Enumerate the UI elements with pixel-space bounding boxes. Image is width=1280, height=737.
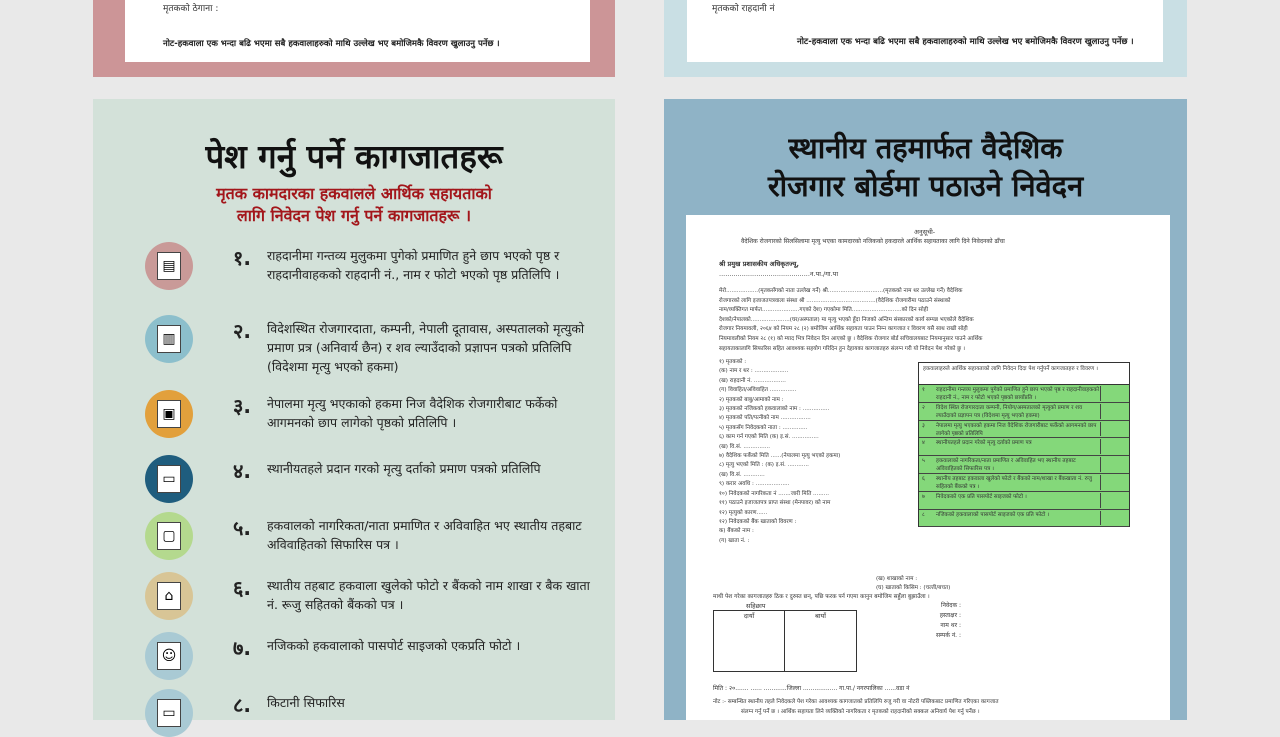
row-number: ६ <box>922 475 925 482</box>
field: ३) मृतकको नजिकको हकवालाको नाम : ............... <box>719 406 830 413</box>
row-number: ८ <box>922 511 925 518</box>
note-text: नोट-हकवाला एक भन्दा बढि भएमा सबै हकवालाहरुको माथि उल्लेख भए बमोजिमकै विवरण खुलाउनु पर्नेछ । <box>797 37 1134 47</box>
top-left-card <box>93 0 615 77</box>
item-number: ५. <box>233 516 251 540</box>
item-text: स्थातीय तहबाट हकवाला खुलेको फोटो र बैंकको नाम शाखा र बैक खाता नं. रूजु सहितको बैंकको पत्र । <box>267 578 590 612</box>
field: (ख) वि.सं. ............ <box>719 471 765 478</box>
partial-line: मृतकको ठेगाना : <box>163 4 219 14</box>
table-row <box>919 385 1129 403</box>
title-line: रोजगार बोर्डमा पठाउने निवेदन <box>767 169 1084 203</box>
table-header: हकवालाहरुले आर्थिक सहायताको लागि निवेदन दिदा पेश गर्नुपर्ने कागजातहरु र विवरण । <box>919 363 1129 385</box>
row-text: निवेदकको एक प्रति पासपोर्ट साइजको फोटो । <box>936 493 1101 508</box>
table-row <box>919 510 1129 528</box>
field: ४) मृतकको पति/पत्नीको नाम ................. <box>719 415 811 422</box>
row-number: ३ <box>922 422 925 429</box>
field: (ख) वि.सं. ............... <box>719 443 771 450</box>
applicant-field: हस्ताक्षर : <box>939 612 961 619</box>
partial-line: मृतकको राहदानी नं <box>712 4 775 14</box>
row-number: २ <box>922 404 925 411</box>
item-text: हकवालको नागरिकता/नाता प्रमाणित र अविवाहित भए स्थातीय तहबाट अविवाहितको सिफारिस पत्र । <box>267 518 582 552</box>
field: (ग) खाता नं. : <box>719 537 750 544</box>
document-icon: ▭ <box>145 689 193 737</box>
left-thumb-label: बायाँ <box>815 612 826 620</box>
applicant-field: नाम थर : <box>940 622 961 629</box>
subtitle-line: मृतक कामदारका हकवालले आर्थिक सहायताको <box>216 184 492 203</box>
panel-title: पेश गर्नु पर्ने कागजातहरू <box>205 137 503 176</box>
item-text: राहदानीमा गन्तव्य मुलुकमा पुगेको प्रमाणित हुने छाप भएको पृष्ठ र राहदानीवाहकको राहदानी नं., नाम र फोटो भएको पृष्ठ प्रतिलिपि । <box>267 248 560 282</box>
row-text: स्थानीयतहले प्रदान गरेको मृत्यु दर्ताको प्रमाण पत्र <box>936 439 1101 454</box>
field: (ग) विवाहित/अविवाहित ............... <box>719 387 797 394</box>
body-line: मेरो..................(मृतकसँगको नाता उल्लेख गर्ने) श्री...............................(मृतकको नाम थर उल्लेख गर्ने) वैदेशिक <box>719 288 963 294</box>
stamped-document-icon: ▣ <box>145 390 193 438</box>
row-number: ५ <box>922 458 925 465</box>
bank-building-icon: ⌂ <box>145 572 193 620</box>
annex-label: अनुसूची- <box>914 228 936 236</box>
documents-panel <box>93 99 615 720</box>
form-excerpt <box>125 0 590 62</box>
item-number: ८. <box>233 693 251 717</box>
field: ५) मृतकसँग निवेदकको नाता : .............. <box>719 424 808 431</box>
declaration: माथी पेश गरेका कागजातहरु ठिक र दुरुस्त छन्, पछि फरक पर्न गएमा कानुन बमोजिम सहुँला बुझाउँला । <box>713 594 930 600</box>
passport-photo-icon: ☺ <box>145 632 193 680</box>
form-excerpt <box>687 0 1163 62</box>
applicant-field: निवेदक : <box>941 602 961 609</box>
application-form <box>686 215 1170 720</box>
thumbprint-box <box>713 610 857 672</box>
field: १) मृतकको : <box>719 359 747 365</box>
row-number: १ <box>922 387 925 393</box>
row-text: हकवालाको नागरिकता/नाता प्रमाणित र अविवाहित भए स्थानीय तहबाट अविवाहितको सिफारिस पत्र । <box>936 457 1101 472</box>
field: २) मृतकको बाबु/आमाको नाम : <box>719 396 784 403</box>
item-text: नजिकको हकवालाको पासपोर्ट साइजको एकप्रति फोटो । <box>267 638 521 653</box>
item-number: ६. <box>233 576 251 600</box>
field: ७) वैदेशिक फर्केको मिति ......(नेपालमा मृत्यु भएको हकमा) <box>719 453 841 460</box>
footnote: संलग्न गर्नु पर्ने छ । आर्थिक सहायता लिने व्यक्तिको नागरिकता र मृतकको राहदानीको सक्कल अनिवार्य पेश गर्नु पर्नेछ । <box>741 709 980 715</box>
field: क) बैंकको नाम : <box>719 528 754 535</box>
top-right-card <box>664 0 1187 77</box>
table-row <box>919 403 1129 421</box>
item-text: स्थानीयतहले प्रदान गरको मृत्यु दर्ताको प्रमाण पत्रको प्रतिलिपि <box>267 461 541 476</box>
field: (क) नाम र थर : ................... <box>719 368 789 375</box>
row-text: विदेश स्थित रोजगारदाता कम्पनी, नियोग/अस्पतालको मृत्युको प्रमाण र शव ल्याउँदाको प्रज्ञापन पत्र (विदेशमा मृत्यु भएको हकमा) <box>936 404 1101 419</box>
applicant-field: सम्पर्क नं. : <box>935 632 961 639</box>
body-line: नियमावलीको नियम २८ (१) को म्याद भित्र निवेदन दिन आएको छु । वैदेशिक रोजगार बोर्ड सचिवालयबाट नियमानुसार पाउने आर्थिक <box>719 335 983 342</box>
item-number: २. <box>233 319 251 343</box>
death-certificate-icon: ▥ <box>145 315 193 363</box>
item-text: नेपालमा मृत्यु भएकाको हकमा निज वैदेशिक रोजगारीबाट फर्केको आगमनको छाप लागेको पृष्ठको प्रतिलिपि । <box>267 396 558 430</box>
body-line: रोजगारको लागि इजाजतपत्रवाला संस्था श्री .......................................(वैदेशिक रोजगारीमा पठाउने संस्थाको <box>719 297 951 304</box>
row-text: नजिकको हकवालाको पासपोर्ट साइजको एक प्रति फोटो । <box>936 511 1101 526</box>
field: १२) निवेदकको बैंक खाताको विवरण : <box>719 518 797 525</box>
item-number: ७. <box>233 636 251 660</box>
panel-title <box>664 129 1187 205</box>
field: ९) करार अवधि : ................... <box>719 481 790 488</box>
documents-table <box>918 362 1130 527</box>
item-number: ४. <box>233 459 251 483</box>
item-text: विदेशस्थित रोजगारदाता, कम्पनी, नेपाली दूतावास, अस्पतालको मृत्युको प्रमाण प्रत्र (अनिवार्य छैन) र शव ल्याउँदाको प्रज्ञापन पत्रको प्रतिलिपि (विदेशमा मृत्यु भएको हकमा) <box>267 321 585 374</box>
panel-subtitle <box>93 183 615 227</box>
application-panel <box>664 99 1187 720</box>
table-row <box>919 474 1129 492</box>
field: (ख) राहदानी नं. .................. <box>719 377 786 384</box>
field: ८) मृत्यु भएको मिति : (क) इ.सं. ............ <box>719 462 809 469</box>
field: १०) निवेदकको नागरिकता नं .......जारी मिति ......... <box>719 490 830 497</box>
field: (ख) शाखाको नाम : <box>876 576 918 582</box>
field: १२) मृत्युको कारण...... <box>719 509 768 516</box>
row-text: राहदानीमा गन्तव्य मुलुकमा पुगेको प्रमाणित हुने छाप भएको पृष्ठ र राहदानीवाहकको राहदानी नं., नाम र फोटो भएको पृष्ठको छायाँप्रति । <box>936 387 1100 401</box>
row-number: ४ <box>922 440 925 447</box>
row-number: ७ <box>922 493 925 500</box>
footnote: नोट :- सम्बन्धित स्थानीय तहले निवेदकले पेश गरेका आवश्यक कागजातको प्रतिलिपि रुजु गरी वा नोटरी पब्लिकबाट प्रमाणित गरिएका कागजात <box>713 699 999 705</box>
date-line: मिति : २०....... ...... ............जिल्ला .................. गा.पा./ नगरपालिका ......वडा नं <box>713 685 910 692</box>
certificate-icon: ▭ <box>145 455 193 503</box>
field: (घ) खाताको किसिम : (चल्ती/बचत) <box>876 585 951 591</box>
addressee: श्री प्रमुख प्रशासकीय अधिकृतज्यू, <box>719 260 799 268</box>
thumbprint-label: सहिछाप <box>746 602 766 610</box>
citizenship-card-icon: ▢ <box>145 512 193 560</box>
item-number: १. <box>233 246 251 270</box>
item-number: ३. <box>233 394 251 418</box>
right-thumb-label: दायाँ <box>714 611 785 671</box>
note-text: नोट-हकवाला एक भन्दा बढि भएमा सबै हकवालाहरुको माथि उल्लेख भए बमोजिमकै विवरण खुलाउनु पर्नेछ । <box>163 39 500 49</box>
municipality-line: ............................................न.पा./गा.पा <box>719 270 839 278</box>
table-row <box>919 438 1129 456</box>
table-row <box>919 456 1129 474</box>
form-heading: वैदेशिक रोजगारको सिलसिलामा मृत्यु भएका कामदारको नजिकको हकदारले आर्थिक सहायताका लागि दिने निवेदनको ढाँचा <box>741 238 1005 245</box>
row-text: नेपालमा मृत्यु भएकाको हकमा निज वैदेशिक रोजगारीबाट फर्केको आगमनको छाप लागेको पृष्ठको प्रतिलिपि <box>936 422 1101 437</box>
field: ११) पठाउने इजाजतपत्र प्राप्त संस्था (मेनपावर) को नाम <box>719 500 831 507</box>
table-row <box>919 421 1129 439</box>
body-line: नाम/व्यक्तिगत मार्फत.....................गएको देश) गएकोमा मिति............................को दिन सोही <box>719 307 929 314</box>
table-row <box>919 492 1129 510</box>
body-line: देशको/नेपालको......................(घर/अस्पताल) मा मृत्यु भएको हुँदा निजको अन्तिम संस्कारको कार्य सम्पन्न भएकोले वैदेशिक <box>719 316 974 323</box>
item-text: किटानी सिफारिस <box>267 695 345 710</box>
subtitle-line: लागि निवेदन पेश गर्नु पर्ने कागजातहरू । <box>236 206 472 225</box>
row-text: स्थानीय तहबाट हकवाला खुलेको फोटो र बैंकको नाम/शाखा र बैंकखाता नं. रुजु सहितको बैंकको पत्र । <box>936 475 1101 490</box>
body-line: रोजगार नियमावली, २०६४ को नियम २८ (२) बमोजिम आर्थिक सहायता पाउन निम्न कागजात र विवरण यसै साथ राखी सोही <box>719 326 968 333</box>
body-line: सहायताकालागि सिफारिस सहित आवश्यक सहयोग गरिदिन हुन देहायका कागजातहरु संलग्न गरी यो निवेदन पेश गरेको छु । <box>719 345 965 352</box>
title-line: स्थानीय तहमार्फत वैदेशिक <box>788 131 1063 165</box>
field: ६) काम गर्न गएको मिति (क) इ.सं. ............... <box>719 434 819 441</box>
passport-icon: ▤ <box>145 242 193 290</box>
